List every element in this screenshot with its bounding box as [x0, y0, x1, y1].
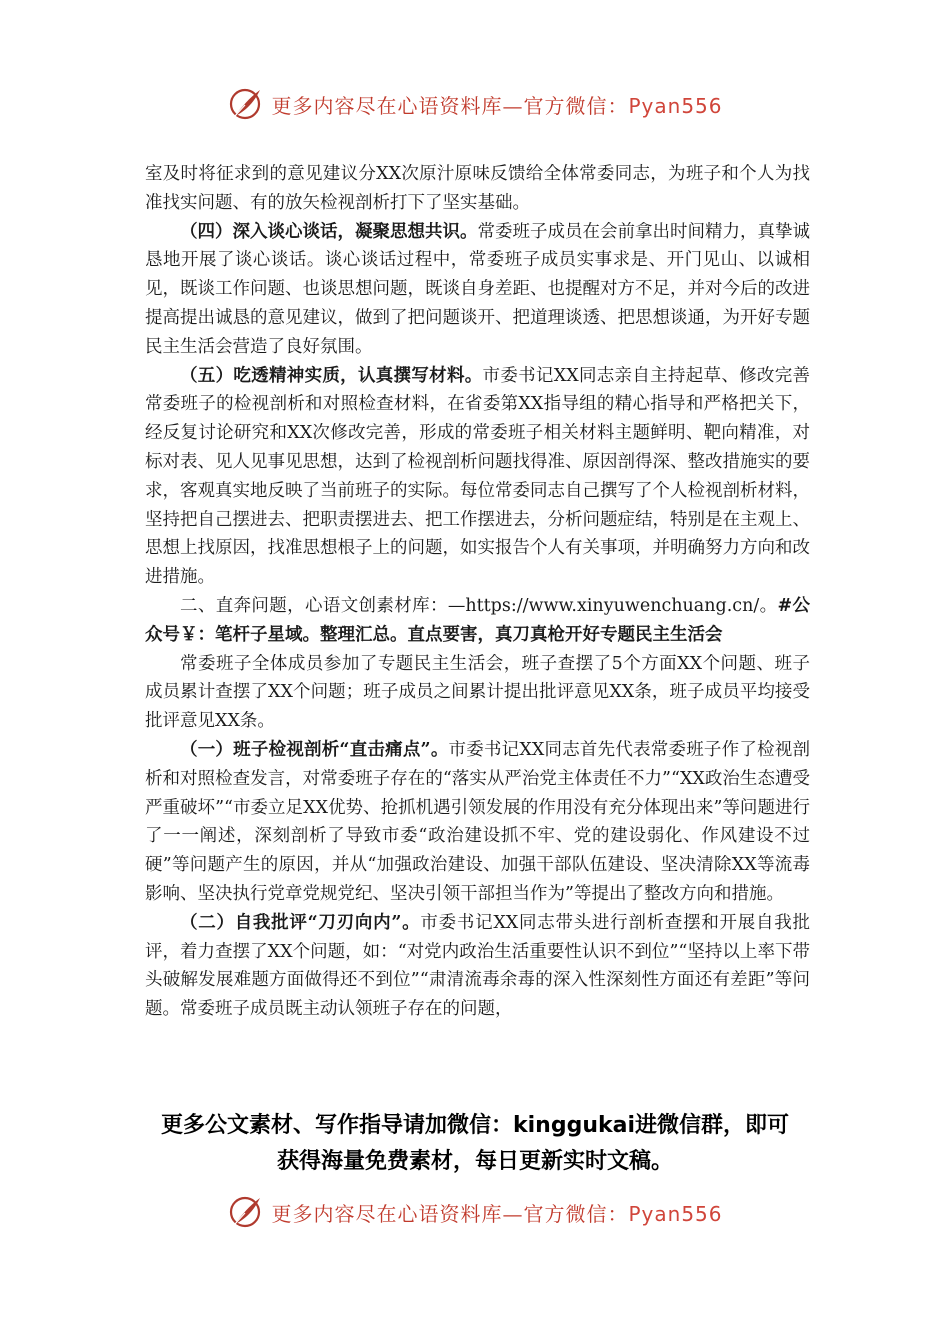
section-heading: （二）自我批评“刀刃向内”。 — [180, 912, 421, 933]
quill-logo-icon — [227, 86, 263, 122]
section-heading: （一）班子检视剖析“直击痛点”。 — [180, 739, 449, 760]
section-heading: #公众号￥：笔杆子星域。整理汇总。直点要害，真刀真枪开好专题民主生活会 — [145, 595, 810, 645]
footer-banner — [0, 1192, 950, 1232]
header-banner-text: 更多内容尽在心语资料库—官方微信：Pyan556 — [271, 93, 723, 118]
footer-note-line2: 获得海量免费素材，每日更新实时文稿。 — [276, 1149, 673, 1174]
paragraph: （五）吃透精神实质，认真撰写材料。市委书记XX同志亲自主持起草、修改完善常委班子的检视剖析和对照检查材料，在省委第XX指导组的精心指导和严格把关下，经反复讨论研究和XX次修改完善，形成的常委班子相关材料主题鲜明、靶向精准，对标对表、见人见事见思想，达到了检视剖析问题找得准、原因剖得深、整改措施实的要求，客观真实地反映了当前班子的实际。每位常委同志自己撰写了个人检视剖析材料，坚持把自己摆进去、把职责摆进去、把工作摆进去，分析问题症结，特别是在主观上、思想上找原因，找准思想根子上的问题，如实报告个人有关事项，并明确努力方向和改进措施。 — [145, 365, 811, 588]
paragraph: 室及时将征求到的意见建议分XX次原汁原味反馈给全体常委同志，为班子和个人为找准找实问题、有的放矢检视剖析打下了坚实基础。 — [145, 164, 810, 213]
footer-note-line1: 更多公文素材、写作指导请加微信：kinggukai进微信群，即可 — [160, 1113, 789, 1138]
header-banner — [0, 84, 950, 124]
footer-banner-text: 更多内容尽在心语资料库—官方微信：Pyan556 — [271, 1201, 723, 1226]
paragraph: 二、直奔问题，心语文创素材库：—https://www.xinyuwenchuang.cn/。#公众号￥：笔杆子星域。整理汇总。直点要害，真刀真枪开好专题民主生活会 — [145, 595, 810, 645]
section-heading: （五）吃透精神实质，认真撰写材料。 — [180, 365, 483, 386]
footer-wechat-id: Pyan556 — [628, 1201, 723, 1226]
header-wechat-id: Pyan556 — [628, 93, 723, 118]
paragraph: （一）班子检视剖析“直击痛点”。市委书记XX同志首先代表常委班子作了检视剖析和对照检查发言，对常委班子存在的“落实从严治党主体责任不力”“XX政治生态遭受严重破坏”“市委立足XX优势、抢抓机遇引领发展的作用没有充分体现出来”等问题进行了一一阐述，深刻剖析了导致市委“政治建设抓不牢、党的建设弱化、作风建设不过硬”等问题产生的原因，并从“加强政治建设、加强干部队伍建设、坚决清除XX等流毒影响、坚决执行党章党规党纪、坚决引领干部担当作为”等提出了整改方向和措施。 — [145, 739, 810, 904]
section-heading: （四）深入谈心谈话，凝聚思想共识。 — [180, 221, 478, 242]
quill-logo-icon — [227, 1194, 263, 1230]
paragraph: （四）深入谈心谈话，凝聚思想共识。常委班子成员在会前拿出时间精力，真挚诚恳地开展了谈心谈话。谈心谈话过程中，常委班子成员实事求是、开门见山、以诚相见，既谈工作问题、也谈思想问题，既谈自身差距、也提醒对方不足，并对今后的改进提高提出诚恳的意见建议，做到了把问题谈开、把道理谈透、把思想谈通，为开好专题民主生活会营造了良好氛围。 — [145, 221, 810, 357]
document-body — [145, 160, 810, 1024]
paragraph: 常委班子全体成员参加了专题民主生活会，班子查摆了5个方面XX个问题、班子成员累计查摆了XX个问题；班子成员之间累计提出批评意见XX条，班子成员平均接受批评意见XX条。 — [145, 653, 810, 732]
paragraph: （二）自我批评“刀刃向内”。市委书记XX同志带头进行剖析查摆和开展自我批评，着力查摆了XX个问题，如：“对党内政治生活重要性认识不到位”“坚持以上率下带头破解发展难题方面做得还不到位”“肃清流毒余毒的深入性深刻性方面还有差距”等问题。常委班子成员既主动认领班子存在的问题， — [145, 912, 810, 1020]
footer-note — [100, 1108, 850, 1180]
